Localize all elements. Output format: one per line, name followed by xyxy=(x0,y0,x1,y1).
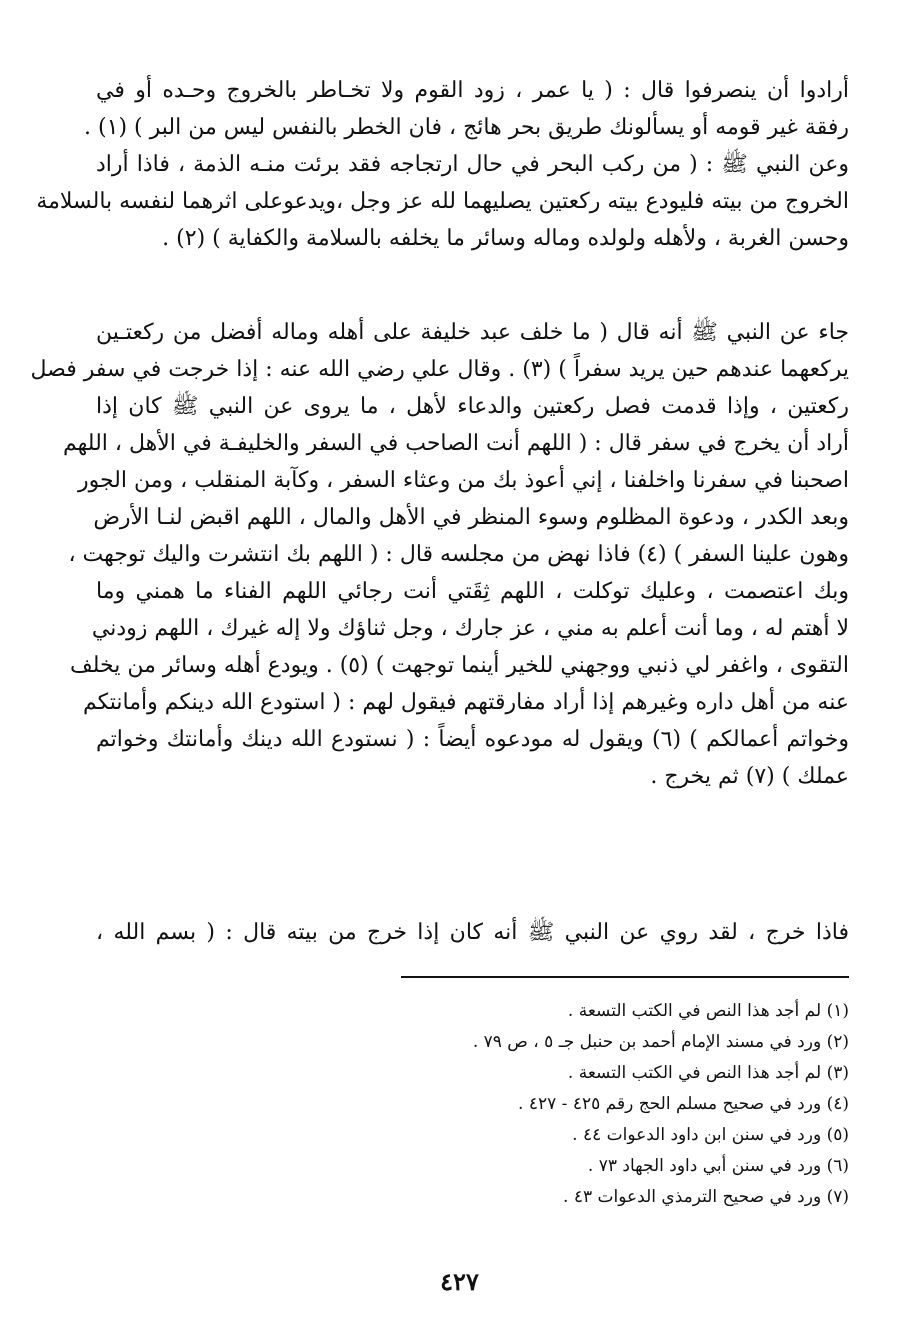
footnote-separator xyxy=(401,976,849,978)
paragraph-line: فاذا خرج ، لقد روي عن النبي ﷺ أنه كان إذا خرج من بيته قال : ( بسم الله ، xyxy=(96,920,849,945)
paragraph-line: وبك اعتصمت ، وعليك توكلت ، اللهم ثِقَتي أنت رجائي اللهم الفناء ما همني وما xyxy=(96,579,849,604)
paragraph-line: لا أهتم له ، وما أنت أعلم به مني ، عز جارك ، وجل ثناؤك ولا إله غيرك ، اللهم زودني xyxy=(91,616,849,641)
paragraph-line: وعن النبي ﷺ : ( من ركب البحر في حال ارتجاجه فقد برئت منـه الذمة ، فاذا أراد xyxy=(96,152,849,177)
paragraph-line: وخواتم أعمالكم ) (٦) ويقول له مودعوه أيضاً : ( نستودع الله دينك وأمانتك وخواتم xyxy=(96,727,849,752)
footnote-item: (٤) ورد في صحيح مسلم الحج رقم ٤٢٥ - ٤٢٧ . xyxy=(518,1094,849,1114)
footnote-item: (٧) ورد في صحيح الترمذي الدعوات ٤٣ . xyxy=(563,1187,849,1207)
paragraph-line: الخروج من بيته فليودع بيته ركعتين يصليهما لله عز وجل ،ويدعوعلى اثرهما لنفسه بالسلامة xyxy=(36,189,849,214)
footnotes xyxy=(309,996,849,1213)
paragraph-line: عملك ) (٧) ثم يخرج . xyxy=(650,764,849,789)
paragraph-3 xyxy=(96,914,849,951)
paragraph-1 xyxy=(36,72,849,257)
paragraph-line: وحسن الغربة ، ولأهله ولولده وماله وسائر ما يخلفه بالسلامة والكفاية ) (٢) . xyxy=(162,226,849,251)
footnote-item: (١) لم أجد هذا النص في الكتب التسعة . xyxy=(567,1001,849,1021)
paragraph-line: عنه من أهل داره وغيرهم إذا أراد مفارقتهم فيقول لهم : ( استودع الله دينكم وأمانتكم xyxy=(82,690,849,715)
paragraph-line: جاء عن النبي ﷺ أنه قال ( ما خلف عبد خليفة على أهله وماله أفضل من ركعتـين xyxy=(96,320,849,345)
paragraph-line: رفقة غير قومه أو يسألونك طريق بحر هائج ، فان الخطر بالنفس ليس من البر ) (١) . xyxy=(84,115,849,140)
footnote-item: (٦) ورد في سنن أبي داود الجهاد ٧٣ . xyxy=(587,1156,849,1176)
footnote-item: (٥) ورد في سنن ابن داود الدعوات ٤٤ . xyxy=(572,1125,849,1145)
page-number: ٤٢٧ xyxy=(440,1267,479,1296)
footnote-item: (٣) لم أجد هذا النص في الكتب التسعة . xyxy=(567,1063,849,1083)
paragraph-line: يركعهما عندهم حين يريد سفراً ) (٣) . وقال علي رضي الله عنه : إذا خرجت في سفر فصل xyxy=(30,357,849,382)
paragraph-line: اصحبنا في سفرنا واخلفنا ، إني أعوذ بك من وعثاء السفر ، وكآبة المنقلب ، ومن الجور xyxy=(77,468,849,493)
paragraph-line: التقوى ، واغفر لي ذنبي ووجهني للخير أينما توجهت ) (٥) . ويودع أهله وسائر من يخلف xyxy=(69,653,849,678)
paragraph-line: وبعد الكدر ، ودعوة المظلوم وسوء المنظر في الأهل والمال ، اللهم اقبض لنـا الأرض xyxy=(93,505,849,530)
paragraph-line: ركعتين ، وإذا قدمت فصل ركعتين والدعاء لأهل ، ما يروى عن النبي ﷺ كان إذا xyxy=(96,394,849,419)
footnote-item: (٢) ورد في مسند الإمام أحمد بن حنبل جـ ٥ ، ص ٧٩ . xyxy=(472,1032,849,1052)
paragraph-line: أراد أن يخرج في سفر قال : ( اللهم أنت الصاحب في السفر والخليفـة في الأهل ، اللهم xyxy=(63,431,849,456)
paragraph-line: وهون علينا السفر ) (٤) فاذا نهض من مجلسه قال : ( اللهم بك انتشرت واليك توجهت ، xyxy=(68,542,849,567)
paragraph-2 xyxy=(30,314,849,795)
paragraph-line: أرادوا أن ينصرفوا قال : ( يا عمر ، زود القوم ولا تخـاطر بالخروج وحـده أو في xyxy=(96,78,849,103)
